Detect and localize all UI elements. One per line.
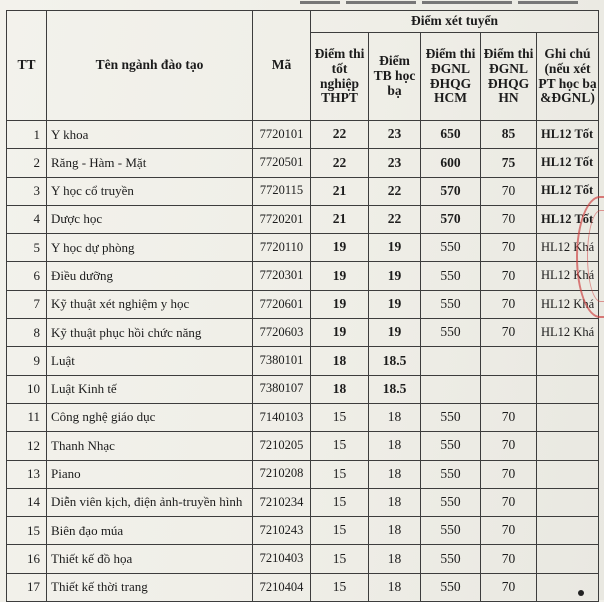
header-dgnl-hcm: Điểm thi ĐGNL ĐHQG HCM [421, 33, 481, 121]
program-code: 7720601 [253, 290, 311, 318]
corner-mark [578, 590, 584, 596]
program-code: 7720301 [253, 262, 311, 290]
row-number: 2 [7, 149, 47, 177]
score-dgnl-hcm: 650 [421, 121, 481, 149]
program-name: Thanh Nhạc [47, 432, 253, 460]
program-code: 7720101 [253, 121, 311, 149]
note [537, 375, 599, 403]
row-number: 7 [7, 290, 47, 318]
score-thpt: 15 [311, 488, 369, 516]
table-row [7, 347, 599, 375]
program-name: Kỹ thuật xét nghiệm y học [47, 290, 253, 318]
program-code: 7720110 [253, 234, 311, 262]
program-name: Luật [47, 347, 253, 375]
score-tb-hocba: 18 [369, 432, 421, 460]
score-tb-hocba: 19 [369, 290, 421, 318]
score-dgnl-hn: 70 [481, 460, 537, 488]
program-code: 7210403 [253, 545, 311, 573]
score-dgnl-hn: 70 [481, 432, 537, 460]
score-thpt: 21 [311, 205, 369, 233]
program-code: 7210208 [253, 460, 311, 488]
row-number: 12 [7, 432, 47, 460]
score-tb-hocba: 18.5 [369, 375, 421, 403]
note: HL12 Tốt [537, 149, 599, 177]
program-code: 7210234 [253, 488, 311, 516]
header-tb: Điểm TB học bạ [369, 33, 421, 121]
note: HL12 Tốt [537, 205, 599, 233]
header-score-group: Điểm xét tuyển [311, 11, 599, 33]
program-code: 7720115 [253, 177, 311, 205]
score-tb-hocba: 18 [369, 460, 421, 488]
header-note: Ghi chú (nếu xét PT học bạ &ĐGNL) [537, 33, 599, 121]
score-tb-hocba: 18 [369, 403, 421, 431]
table-body [7, 121, 599, 602]
program-name: Răng - Hàm - Mặt [47, 149, 253, 177]
score-tb-hocba: 18 [369, 517, 421, 545]
row-number: 10 [7, 375, 47, 403]
score-thpt: 22 [311, 149, 369, 177]
table-row [7, 121, 599, 149]
score-tb-hocba: 23 [369, 149, 421, 177]
table-row [7, 545, 599, 573]
header-code: Mã [253, 11, 311, 121]
score-dgnl-hcm: 550 [421, 573, 481, 601]
table-row [7, 517, 599, 545]
score-thpt: 22 [311, 121, 369, 149]
score-tb-hocba: 18 [369, 573, 421, 601]
note: HL12 Tốt [537, 177, 599, 205]
header-tt: TT [7, 11, 47, 121]
header-dgnl-hn: Điểm thi ĐGNL ĐHQG HN [481, 33, 537, 121]
score-thpt: 18 [311, 375, 369, 403]
table-row [7, 460, 599, 488]
table-row [7, 403, 599, 431]
score-dgnl-hn: 70 [481, 517, 537, 545]
row-number: 17 [7, 573, 47, 601]
row-number: 15 [7, 517, 47, 545]
score-dgnl-hcm: 550 [421, 460, 481, 488]
table-row [7, 290, 599, 318]
note [537, 488, 599, 516]
note: HL12 Khá [537, 262, 599, 290]
program-code: 7380101 [253, 347, 311, 375]
table-row [7, 488, 599, 516]
row-number: 14 [7, 488, 47, 516]
score-dgnl-hcm: 550 [421, 432, 481, 460]
score-tb-hocba: 22 [369, 177, 421, 205]
table-row [7, 149, 599, 177]
score-dgnl-hcm [421, 347, 481, 375]
program-name: Biên đạo múa [47, 517, 253, 545]
score-thpt: 15 [311, 432, 369, 460]
score-dgnl-hcm: 550 [421, 262, 481, 290]
score-dgnl-hn: 75 [481, 149, 537, 177]
note [537, 432, 599, 460]
score-thpt: 19 [311, 234, 369, 262]
program-name: Y khoa [47, 121, 253, 149]
score-thpt: 19 [311, 262, 369, 290]
row-number: 8 [7, 319, 47, 347]
score-tb-hocba: 18 [369, 488, 421, 516]
note [537, 517, 599, 545]
note [537, 545, 599, 573]
score-dgnl-hcm [421, 375, 481, 403]
score-dgnl-hcm: 550 [421, 319, 481, 347]
score-thpt: 15 [311, 545, 369, 573]
score-dgnl-hcm: 550 [421, 403, 481, 431]
score-tb-hocba: 19 [369, 234, 421, 262]
table-row [7, 234, 599, 262]
row-number: 4 [7, 205, 47, 233]
program-code: 7720201 [253, 205, 311, 233]
score-dgnl-hn: 70 [481, 573, 537, 601]
program-name: Thiết kế thời trang [47, 573, 253, 601]
program-name: Điều dưỡng [47, 262, 253, 290]
note: HL12 Tốt [537, 121, 599, 149]
table-row [7, 262, 599, 290]
program-code: 7210243 [253, 517, 311, 545]
score-thpt: 15 [311, 573, 369, 601]
score-dgnl-hcm: 600 [421, 149, 481, 177]
program-name: Diễn viên kịch, điện ảnh-truyền hình [47, 488, 253, 516]
table-row [7, 319, 599, 347]
program-name: Y học dự phòng [47, 234, 253, 262]
note: HL12 Khá [537, 319, 599, 347]
score-dgnl-hn: 70 [481, 290, 537, 318]
score-tb-hocba: 23 [369, 121, 421, 149]
admission-score-table [6, 10, 599, 602]
program-name: Kỹ thuật phục hồi chức năng [47, 319, 253, 347]
row-number: 3 [7, 177, 47, 205]
score-dgnl-hn [481, 347, 537, 375]
note [537, 347, 599, 375]
row-number: 9 [7, 347, 47, 375]
note [537, 573, 599, 601]
score-thpt: 15 [311, 517, 369, 545]
score-dgnl-hn: 70 [481, 319, 537, 347]
row-number: 11 [7, 403, 47, 431]
score-dgnl-hn: 70 [481, 234, 537, 262]
score-dgnl-hcm: 570 [421, 205, 481, 233]
table-row [7, 432, 599, 460]
program-name: Dược học [47, 205, 253, 233]
header-program: Tên ngành đào tạo [47, 11, 253, 121]
program-code: 7380107 [253, 375, 311, 403]
program-name: Luật Kinh tế [47, 375, 253, 403]
score-dgnl-hcm: 570 [421, 177, 481, 205]
score-thpt: 15 [311, 403, 369, 431]
table-row [7, 177, 599, 205]
score-dgnl-hn: 70 [481, 488, 537, 516]
program-code: 7140103 [253, 403, 311, 431]
cropped-text-remnant [300, 0, 604, 6]
header-thpt: Điểm thi tốt nghiệp THPT [311, 33, 369, 121]
program-name: Y học cổ truyền [47, 177, 253, 205]
note: HL12 Khá [537, 290, 599, 318]
table-row [7, 573, 599, 601]
note [537, 403, 599, 431]
score-tb-hocba: 19 [369, 319, 421, 347]
program-name: Công nghệ giáo dục [47, 403, 253, 431]
note: HL12 Khá [537, 234, 599, 262]
score-dgnl-hn: 70 [481, 545, 537, 573]
score-dgnl-hcm: 550 [421, 488, 481, 516]
row-number: 6 [7, 262, 47, 290]
program-code: 7720501 [253, 149, 311, 177]
program-code: 7720603 [253, 319, 311, 347]
score-thpt: 19 [311, 290, 369, 318]
score-tb-hocba: 19 [369, 262, 421, 290]
score-dgnl-hn: 70 [481, 205, 537, 233]
score-dgnl-hn: 70 [481, 262, 537, 290]
table-row [7, 205, 599, 233]
score-dgnl-hn: 70 [481, 177, 537, 205]
score-dgnl-hn: 70 [481, 403, 537, 431]
table-row [7, 375, 599, 403]
score-thpt: 15 [311, 460, 369, 488]
score-dgnl-hn: 85 [481, 121, 537, 149]
score-dgnl-hcm: 550 [421, 545, 481, 573]
row-number: 13 [7, 460, 47, 488]
program-name: Thiết kế đồ họa [47, 545, 253, 573]
score-tb-hocba: 18 [369, 545, 421, 573]
score-tb-hocba: 22 [369, 205, 421, 233]
row-number: 16 [7, 545, 47, 573]
note [537, 460, 599, 488]
score-thpt: 21 [311, 177, 369, 205]
score-tb-hocba: 18.5 [369, 347, 421, 375]
row-number: 5 [7, 234, 47, 262]
score-thpt: 19 [311, 319, 369, 347]
program-code: 7210404 [253, 573, 311, 601]
program-name: Piano [47, 460, 253, 488]
row-number: 1 [7, 121, 47, 149]
score-dgnl-hcm: 550 [421, 290, 481, 318]
program-code: 7210205 [253, 432, 311, 460]
score-thpt: 18 [311, 347, 369, 375]
score-dgnl-hcm: 550 [421, 234, 481, 262]
score-dgnl-hn [481, 375, 537, 403]
score-dgnl-hcm: 550 [421, 517, 481, 545]
